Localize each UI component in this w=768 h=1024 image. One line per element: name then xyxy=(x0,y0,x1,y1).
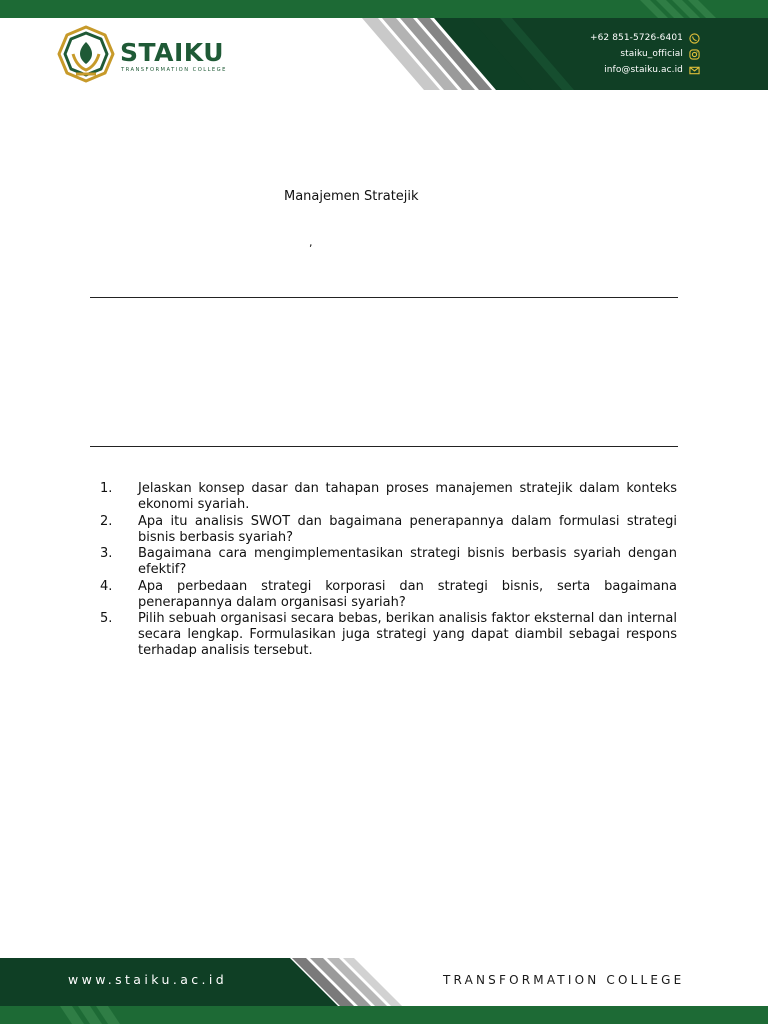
question-text: Jelaskan konsep dasar dan tahapan proses manajemen stratejik dalam konteks ekonomi syariah. xyxy=(138,481,677,512)
instagram-text: staiku_official xyxy=(620,49,683,59)
question-item xyxy=(100,546,677,578)
phone-text: +62 851-5726-6401 xyxy=(589,33,683,43)
contact-instagram[interactable] xyxy=(620,46,700,62)
question-number: 4. xyxy=(100,578,113,594)
question-number: 5. xyxy=(100,611,113,626)
contact-email[interactable] xyxy=(604,62,700,78)
header-banner xyxy=(0,0,768,90)
question-number: 2. xyxy=(100,513,113,529)
brand-subtitle: TRANSFORMATION COLLEGE xyxy=(121,67,227,73)
question-text: Bagaimana cara mengimplementasikan strategi bisnis berbasis syariah dengan efektif? xyxy=(138,546,677,577)
document-title: Manajemen Stratejik xyxy=(284,189,419,204)
brand-name: STAIKU xyxy=(120,38,225,67)
document-comma: , xyxy=(309,236,313,249)
question-item xyxy=(100,611,677,659)
staiku-logo-emblem xyxy=(56,24,116,86)
question-item xyxy=(100,481,677,513)
mail-icon xyxy=(689,65,700,76)
question-text: Apa itu analisis SWOT dan bagaimana penerapannya dalam formulasi strategi bisnis berbasis syariah? xyxy=(138,513,677,545)
question-text: Pilih sebuah organisasi secara bebas, berikan analisis faktor eksternal dan internal secara lengkap. Formulasikan juga strategi yang dapat diambil sebagai respons terhadap analisis tersebut. xyxy=(138,611,677,658)
instagram-icon xyxy=(689,49,700,60)
question-number: 3. xyxy=(100,546,113,561)
question-item xyxy=(100,579,677,611)
question-number: 1. xyxy=(100,481,113,496)
question-item xyxy=(100,514,677,546)
question-list xyxy=(100,481,677,660)
footer-website-link[interactable]: www.staiku.ac.id xyxy=(68,972,228,987)
footer-tagline: TRANSFORMATION COLLEGE xyxy=(443,973,685,987)
contact-phone[interactable] xyxy=(590,30,700,46)
email-text: info@staiku.ac.id xyxy=(604,65,683,75)
footer-banner xyxy=(0,958,768,1024)
whatsapp-icon xyxy=(689,33,700,44)
question-text: Apa perbedaan strategi korporasi dan strategi bisnis, serta bagaimana penerapannya dalam organisasi syariah? xyxy=(138,578,677,610)
divider-bottom xyxy=(90,446,678,447)
divider-top xyxy=(90,297,678,298)
